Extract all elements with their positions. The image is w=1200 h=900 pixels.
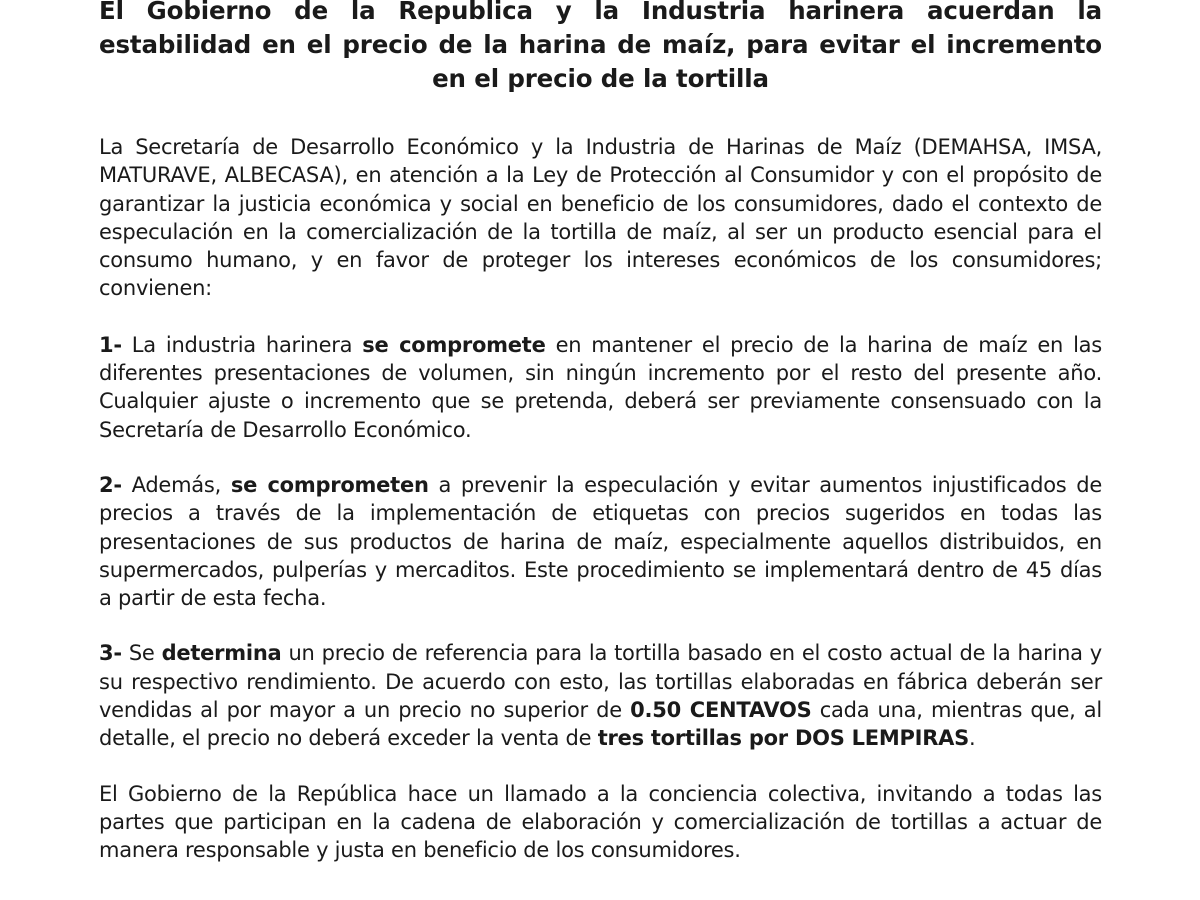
point-3-price: 0.50 CENTAVOS (630, 698, 812, 723)
point-3-mid: un precio de referencia para la tortilla basado en el costo actual de la harina y su respectivo rendimiento. De acuerdo con esto, las tortillas elaboradas en fábrica deberán ser vendidas al por mayor a un precio no superior de (99, 641, 1102, 723)
document-title: El Gobierno de la Republica y la Industria harinera acuerdan la estabilidad en el precio de la harina de maíz, para evitar el incremento en el precio de la tortilla (99, 0, 1102, 93)
point-1-bold: se compromete (362, 332, 546, 357)
point-1-number: 1- (99, 332, 122, 357)
point-3-bold: determina (161, 641, 282, 666)
point-3-lead: Se (121, 641, 162, 666)
point-3-number: 3- (99, 641, 122, 666)
point-3-retail: tres tortillas por DOS LEMPIRAS (597, 726, 970, 751)
point-2-bold: se comprometen (230, 472, 429, 497)
point-2-lead: Además, (121, 472, 231, 497)
closing-paragraph: El Gobierno de la República hace un llamado a la conciencia colectiva, invitando a todas las partes que participan en la cadena de elaboración y comercialización de tortillas a actuar de manera responsable y justa en beneficio de los consumidores. (99, 781, 1102, 863)
point-3-mid2: cada una, mientras que, al detalle, el precio no deberá exceder la venta de (99, 698, 1103, 751)
point-1-paragraph (99, 331, 1102, 444)
point-1-rest: en mantener el precio de la harina de maíz en las diferentes presentaciones de volumen, sin ningún incremento por el resto del presente año. Cualquier ajuste o incremento que se pretenda, deberá ser previamente consensuado con la Secretaría de Desarrollo Económico. (99, 332, 1102, 442)
point-2-rest: a prevenir la especulación y evitar aumentos injustificados de precios a través de la implementación de etiquetas con precios sugeridos en todas las presentaciones de sus productos de harina de maíz, especialmente aquellos distribuidos, en supermercados, pulperías y mercaditos. Este procedimiento se implementará dentro de 45 días a partir de esta fecha. (99, 472, 1103, 611)
point-3-paragraph (99, 639, 1102, 752)
intro-paragraph: La Secretaría de Desarrollo Económico y la Industria de Harinas de Maíz (DEMAHSA, IMSA, MATURAVE, ALBECASA), en atención a la Ley de Protección al Consumidor y con el propósito de garantizar la justicia económica y social en beneficio de los consumidores, dado el contexto de especulación en la comercialización de la tortilla de maíz, al ser un producto esencial para el consumo humano, y en favor de proteger los intereses económicos de los consumidores; convienen: (99, 135, 1102, 301)
point-3-end: . (969, 726, 976, 751)
point-2-number: 2- (99, 472, 122, 497)
point-2-paragraph (99, 471, 1102, 612)
press-release (99, 0, 1102, 865)
point-1-lead: La industria harinera (121, 332, 363, 357)
